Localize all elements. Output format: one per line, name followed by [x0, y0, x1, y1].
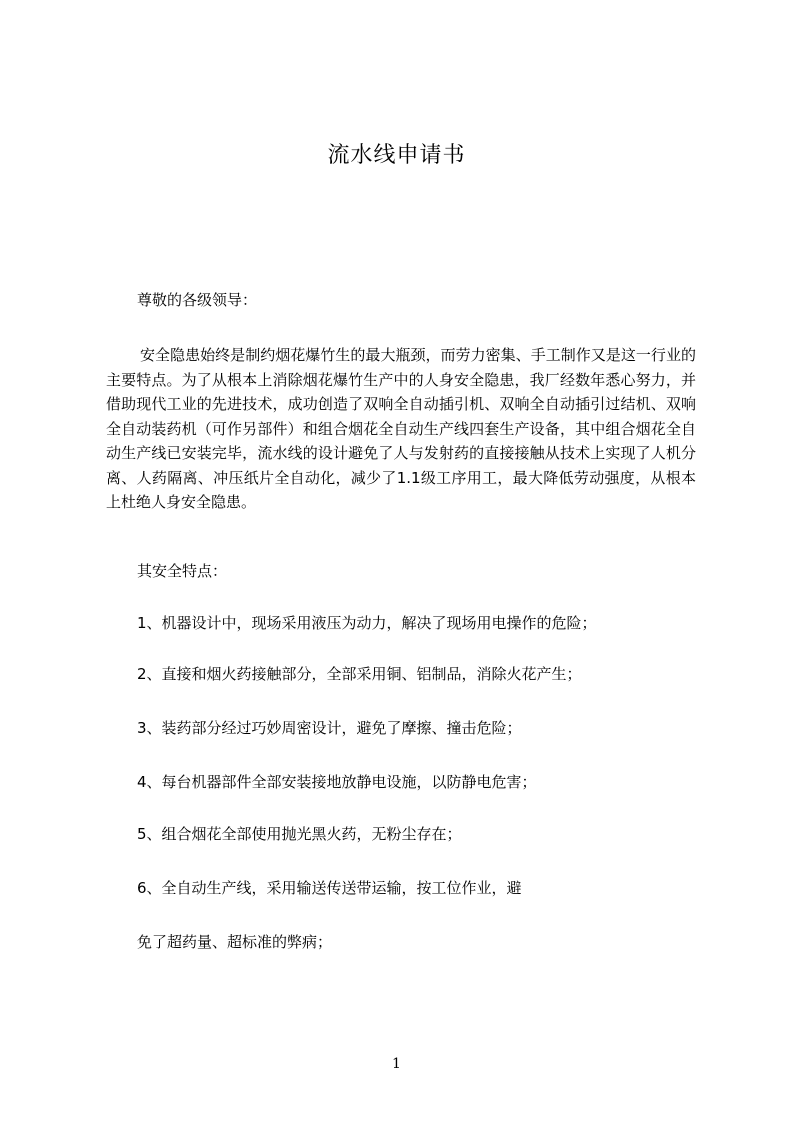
feature-item-5: 5、组合烟花全部使用抛光黑火药，无粉尘存在； [137, 825, 462, 843]
feature-item-3: 3、装药部分经过巧妙周密设计，避免了摩擦、撞击危险； [137, 719, 522, 737]
feature-item-6-continuation: 免了超药量、超标准的弊病； [137, 933, 333, 951]
greeting: 尊敬的各级领导： [137, 291, 258, 309]
page-number: 1 [392, 1056, 401, 1072]
features-heading: 其安全特点： [137, 562, 228, 580]
feature-item-6: 6、全自动生产线，采用输送传送带运输，按工位作业，避 [137, 879, 522, 897]
feature-item-1: 1、机器设计中，现场采用液压为动力，解决了现场用电操作的危险； [137, 614, 597, 632]
intro-paragraph: 安全隐患始终是制约烟花爆竹生的最大瓶颈，而劳力密集、手工制作又是这一行业的主要特点。为了从根本上消除烟花爆竹生产中的人身安全隐患，我厂经数年悉心努力，并借助现代工业的先进技术，成功创造了双响全自动插引机、双响全自动插引过结机、双响全自动装药机（可作另部件）和组合烟花全自动生产线四套生产设备，其中组合烟花全自动生产线已安装完毕，流水线的设计避免了人与发射药的直接接触从技术上实现了人机分离、人药隔离、冲压纸片全自动化，减少了1.1级工序用工，最大降低劳动强度，从根本上杜绝人身安全隐患。 [106, 346, 696, 511]
feature-item-4: 4、每台机器部件全部安装接地放静电设施，以防静电危害； [137, 773, 537, 791]
document-title: 流水线申请书 [327, 143, 466, 168]
feature-item-2: 2、直接和烟火药接触部分，全部采用铜、铝制品，消除火花产生； [137, 665, 582, 683]
